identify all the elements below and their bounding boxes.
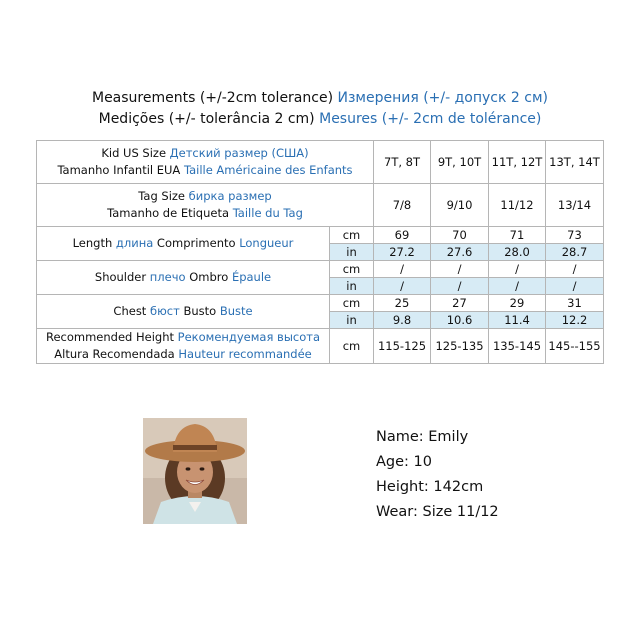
page-header (0, 88, 640, 130)
table-cell: 9.8 (374, 312, 431, 329)
table-row-length-cm (37, 227, 604, 244)
table-row-tag-size (37, 184, 604, 227)
table-cell: 13/14 (546, 184, 604, 227)
table-cell: 27.2 (374, 244, 431, 261)
table-cell: 7/8 (374, 184, 431, 227)
table-cell: 145--155 (546, 329, 604, 364)
header-fr: Mesures (+/- 2cm de tolérance) (319, 111, 542, 127)
table-cell: 25 (374, 295, 431, 312)
unit-cm: cm (330, 227, 374, 244)
table-cell: / (489, 261, 546, 278)
model-name: Name: Emily (376, 429, 469, 445)
table-cell: 11/12 (489, 184, 546, 227)
table-cell: / (546, 261, 604, 278)
header-ru: Измерения (+/- допуск 2 см) (337, 90, 548, 106)
table-cell: 27 (431, 295, 489, 312)
table-cell: 10.6 (431, 312, 489, 329)
table-cell: 71 (489, 227, 546, 244)
unit-cm: cm (330, 261, 374, 278)
table-cell: / (374, 261, 431, 278)
table-cell: 115-125 (374, 329, 431, 364)
table-cell: / (546, 278, 604, 295)
table-cell: 29 (489, 295, 546, 312)
row-label-kid-size: Kid US Size Детский размер (США) Tamanho Infantil EUA Taille Américaine des Enfants (37, 141, 374, 184)
header-pt: Medições (+/- tolerância 2 cm) (98, 111, 315, 127)
table-row-shoulder-cm (37, 261, 604, 278)
table-row-recommended-height (37, 329, 604, 364)
model-photo-illustration (143, 418, 247, 524)
table-cell: / (431, 261, 489, 278)
row-label-length: Length длина Comprimento Longueur (37, 227, 330, 261)
unit-in: in (330, 244, 374, 261)
unit-cm: cm (330, 295, 374, 312)
header-en: Measurements (+/-2cm tolerance) (91, 90, 334, 106)
table-cell: 28.0 (489, 244, 546, 261)
table-cell: 12.2 (546, 312, 604, 329)
model-photo (143, 418, 247, 524)
table-cell: 70 (431, 227, 489, 244)
header-line-1 (0, 88, 640, 109)
table-cell: 31 (546, 295, 604, 312)
model-wear: Wear: Size 11/12 (376, 504, 499, 520)
table-cell: 9/10 (431, 184, 489, 227)
unit-in: in (330, 312, 374, 329)
unit-cm: cm (330, 329, 374, 364)
table-cell: 13T, 14T (546, 141, 604, 184)
row-label-chest: Chest бюст Busto Buste (37, 295, 330, 329)
table-cell: 11T, 12T (489, 141, 546, 184)
table-cell: 125-135 (431, 329, 489, 364)
header-line-2 (0, 109, 640, 130)
table-cell: / (431, 278, 489, 295)
table-cell: 9T, 10T (431, 141, 489, 184)
table-cell: / (374, 278, 431, 295)
model-info (376, 425, 499, 525)
table-cell: 69 (374, 227, 431, 244)
size-chart-table (36, 140, 604, 364)
table-cell: 135-145 (489, 329, 546, 364)
unit-in: in (330, 278, 374, 295)
table-row-chest-cm (37, 295, 604, 312)
table-cell: / (489, 278, 546, 295)
table-cell: 27.6 (431, 244, 489, 261)
model-age: Age: 10 (376, 454, 432, 470)
row-label-shoulder: Shoulder плечо Ombro Épaule (37, 261, 330, 295)
table-cell: 73 (546, 227, 604, 244)
table-row-kid-size (37, 141, 604, 184)
row-label-tag-size: Tag Size бирка размер Tamanho de Etiqueta Taille du Tag (37, 184, 374, 227)
model-height: Height: 142cm (376, 479, 484, 495)
table-cell: 7T, 8T (374, 141, 431, 184)
table-cell: 28.7 (546, 244, 604, 261)
table-cell: 11.4 (489, 312, 546, 329)
row-label-recommended-height: Recommended Height Рекомендуемая высота Altura Recomendada Hauteur recommandée (37, 329, 330, 364)
